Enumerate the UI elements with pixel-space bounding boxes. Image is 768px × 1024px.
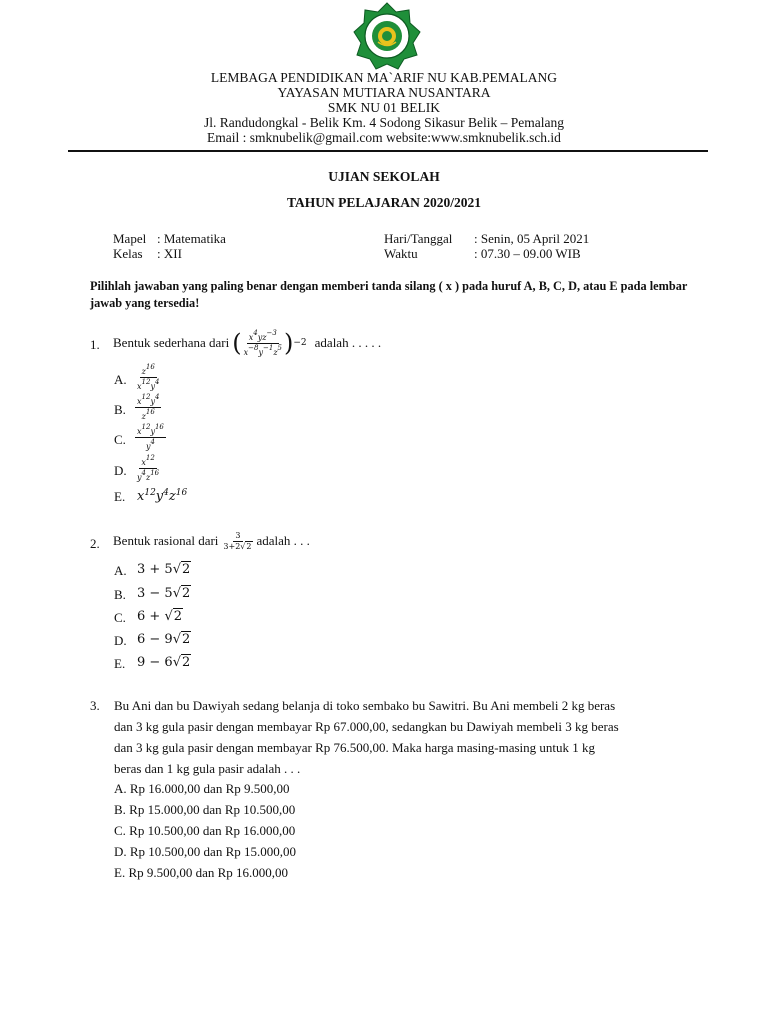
q1-expression: ( $\frac{x^4yz^{-3}}{x^{-8}y^{-1}z^5}$ ) −2 [232,328,307,357]
q2-stem [113,526,310,556]
q1-number: 1. [90,337,100,352]
q1-option-d-label[interactable]: D. [114,463,127,478]
q2-option-a-value: 3 + 5 [137,562,173,577]
q2-option-d[interactable]: 6 − 9√2 [137,632,191,647]
exam-year: TAHUN PELAJARAN 2020/2021 [286,195,481,210]
exam-title: UJIAN SEKOLAH [328,169,440,184]
q1-suffix: adalah . . . . . [314,335,382,350]
q3-option-d[interactable]: D. Rp 10.500,00 dan Rp 15.000,00 [114,844,296,859]
header-divider [68,150,708,152]
q2-option-a-label[interactable]: A. [114,563,127,578]
q2-option-c[interactable]: 6 + √2 [137,609,183,624]
q2-option-e-label[interactable]: E. [114,656,126,671]
q1-option-c-label[interactable]: C. [114,432,126,447]
q2-option-e[interactable]: 9 − 6√2 [137,655,191,670]
q2-option-c-label[interactable]: C. [114,610,126,625]
q1-option-b-label[interactable]: B. [114,402,126,417]
q3-option-a[interactable]: A. Rp 16.000,00 dan Rp 9.500,00 [114,781,290,796]
header-contact: Email : smknubelik@gmail.com website:www.smknubelik.sch.id [207,130,561,145]
kelas-label: Kelas [113,246,143,261]
q1-option-e-label[interactable]: E. [114,489,126,504]
q1-option-e[interactable]: $x^{12}y^4z^{16}$ [137,488,188,504]
header-yayasan: YAYASAN MUTIARA NUSANTARA [277,85,491,100]
q3-line-2: dan 3 kg gula pasir dengan membayar Rp 67.000,00, sedangkan bu Dawiyah membeli 3 kg beras [114,719,619,734]
q2-option-e-value: 9 − 6 [137,655,173,670]
q1-option-b[interactable]: $\frac{x^{12}y^4}{z^{16}}$ [137,393,160,421]
q2-option-d-value: 6 − 9 [137,632,173,647]
hari-label: Hari/Tanggal [384,231,453,246]
header-address: Jl. Randudongkal - Belik Km. 4 Sodong Sikasur Belik – Pemalang [204,115,564,130]
q1-option-d[interactable]: $\frac{x^{12}}{y^4z^{16}}$ [137,454,160,482]
q2-number: 2. [90,536,100,551]
q1-option-c[interactable]: $\frac{x^{12}y^{16}}{y^4}$ [137,423,164,451]
nu-emblem-icon [341,2,433,70]
q3-number: 3. [90,698,100,713]
q2-option-d-label[interactable]: D. [114,633,127,648]
q2-option-b-value: 3 − 5 [137,586,173,601]
q2-option-b-label[interactable]: B. [114,587,126,602]
q1-option-a[interactable]: $\frac{z^{16}}{x^{12}y^4}$ [137,363,160,391]
mapel-value: : Matematika [157,231,226,246]
waktu-value: : 07.30 – 09.00 WIB [474,246,581,261]
school-logo [341,2,433,70]
header-school-name: SMK NU 01 BELIK [327,100,441,115]
q2-option-c-value: 6 + [137,609,165,624]
q2-expression: $\frac{3}{3+2√2}$ [223,530,252,551]
q2-prefix: Bentuk rasional dari [113,533,219,548]
kelas-value: : XII [157,246,182,261]
q3-option-c[interactable]: C. Rp 10.500,00 dan Rp 16.000,00 [114,823,296,838]
q3-option-b[interactable]: B. Rp 15.000,00 dan Rp 10.500,00 [114,802,296,817]
mapel-label: Mapel [113,231,147,246]
q3-option-e[interactable]: E. Rp 9.500,00 dan Rp 16.000,00 [114,865,289,880]
instruction-text: Pilihlah jawaban yang paling benar dengan memberi tanda silang ( x ) pada huruf A, B, C, D, atau E pada lembar jawab yang tersedia! [90,279,688,310]
q1-prefix: Bentuk sederhana dari [113,335,230,350]
header-foundation: LEMBAGA PENDIDIKAN MA`ARIF NU KAB.PEMALANG [210,70,558,85]
q1-option-a-label[interactable]: A. [114,372,127,387]
q2-option-a[interactable]: 3 + 5√2 [137,562,191,577]
q2-option-b[interactable]: 3 − 5√2 [137,586,191,601]
waktu-label: Waktu [384,246,418,261]
q3-line-3: dan 3 kg gula pasir dengan membayar Rp 76.500,00. Maka harga masing-masing untuk 1 kg [114,740,596,755]
q1-stem [113,326,381,360]
q3-line-1: Bu Ani dan bu Dawiyah sedang belanja di toko sembako bu Sawitri. Bu Ani membeli 2 kg beras [114,698,616,713]
q3-line-4: beras dan 1 kg gula pasir adalah . . . [114,761,301,776]
q2-suffix: adalah . . . [256,533,310,548]
hari-value: : Senin, 05 April 2021 [474,231,590,246]
